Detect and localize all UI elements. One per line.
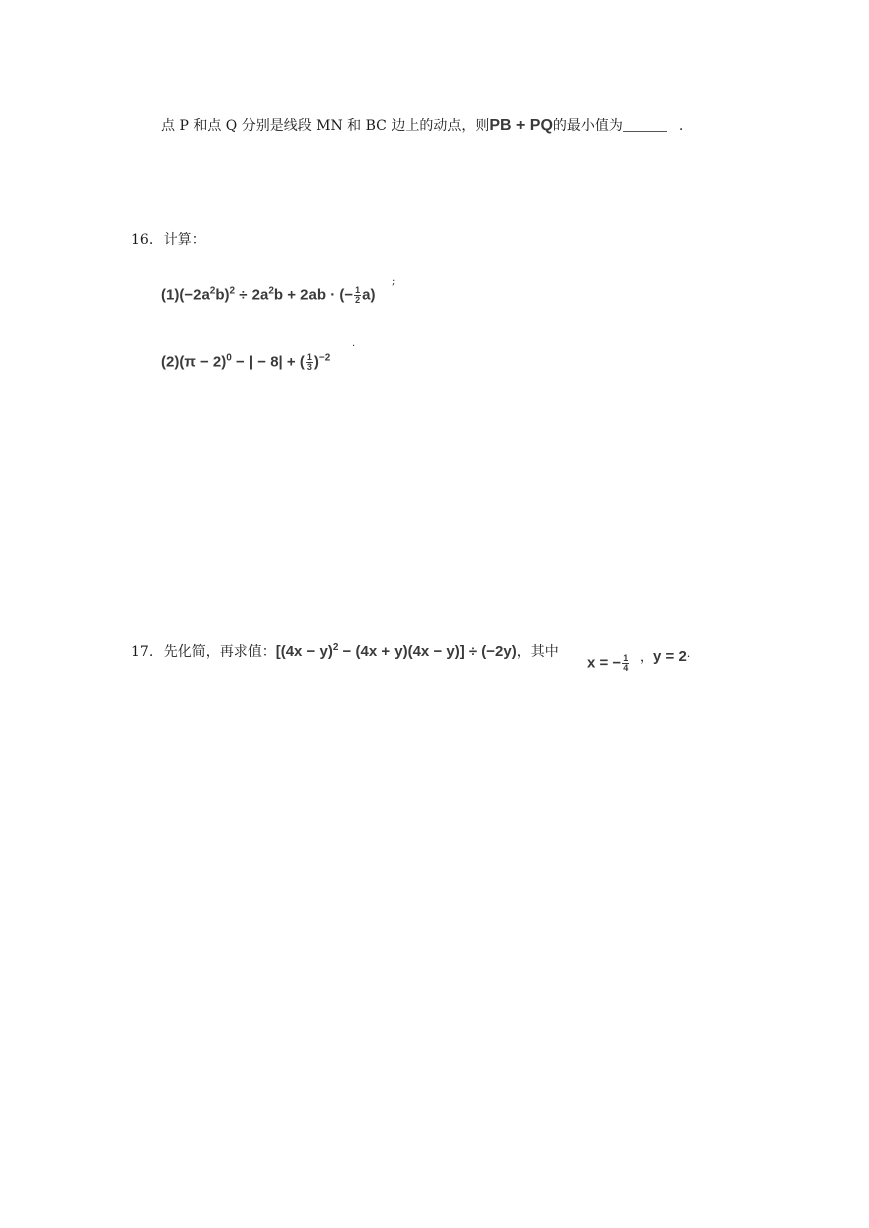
q16-title: 计算： [163,232,206,248]
q17-expr-exp: 2 [332,642,339,653]
q15-text-before: 点 P 和点 Q 分别是线段 MN 和 BC 边上的动点，则 [161,118,490,134]
q16-part1-tail: a) [362,286,376,304]
q17-values [587,654,630,673]
q16-part1-fraction [354,286,361,305]
q17-x-frac-num: 1 [623,653,629,663]
q16-part2-label: (2) [161,353,180,371]
q16-part2-tail: ) [313,353,319,371]
q16-part2-fraction [306,353,313,372]
q16-part2-main: (π − 2) [179,353,227,371]
q17-expr-a: [(4x − y) [275,643,333,660]
q17-comma: ，其中 [516,644,559,660]
q16-part1-frac-den: 2 [355,295,361,305]
q17-y-expr: y = 2 [653,648,687,665]
q17-expr-b: − (4x + y)(4x − y)] ÷ (−2y) [338,643,517,660]
q15-expression: PB + PQ [489,117,553,134]
q16-part2-exp0: 0 [226,352,232,364]
q16-heading [131,233,206,247]
q16-part2-exp: −2 [318,352,331,364]
q17-title: 先化简，再求值： [163,644,276,660]
q16-part1-label: (1) [161,286,180,304]
q16-part1-mid2: b + 2ab · (− [273,286,354,304]
q17-x-fraction [622,654,629,673]
q17-end: . [686,647,691,660]
q17-line [131,644,559,659]
q15-end-punct: . [678,118,684,134]
q16-part2-end: . [352,338,356,349]
q16-part1-mid: ÷ 2a [235,286,269,304]
q17-number: 17. [131,644,154,660]
q17-x-frac-den: 4 [623,663,629,673]
q16-part1-exp-b: 2 [229,285,236,297]
q17-sep: ， [640,650,654,665]
q16-part1 [161,286,375,305]
q16-part2-frac-den: 3 [306,362,312,372]
q16-part1-end: ; [392,276,396,287]
q17-x-expr: x = − [587,654,622,672]
q16-part2-mid: − | − 8| + ( [231,353,305,371]
q15-text-after: 的最小值为 [552,118,623,134]
q16-part1-exp-c: 2 [268,285,274,297]
q16-part1-main: (−2a [179,286,210,304]
q16-part1-frac-num: 1 [355,285,361,295]
q15-tail-line [161,118,683,134]
q16-number: 16. [131,232,154,248]
q17-y-part [640,648,690,664]
q15-answer-blank [623,119,667,132]
q16-part2-frac-num: 1 [306,352,312,362]
q16-part1-b: b) [215,286,230,304]
q16-part2 [161,353,330,372]
q16-part1-exp-a: 2 [209,285,216,297]
